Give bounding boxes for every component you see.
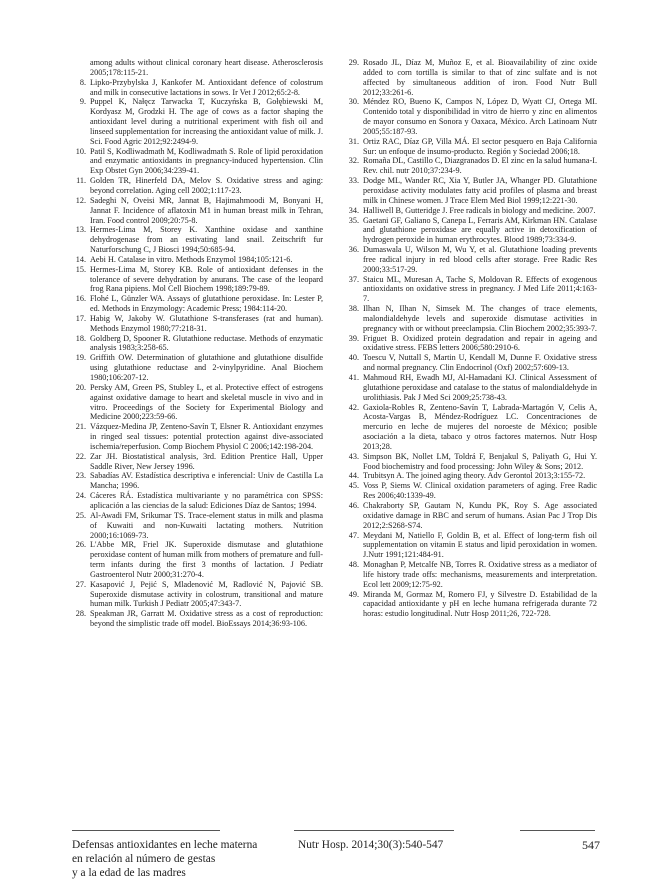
reference-number: 35.: [348, 215, 359, 225]
reference-number: 39.: [348, 333, 359, 343]
reference-number: 17.: [75, 313, 86, 323]
reference-entry: [72, 383, 323, 422]
reference-number: 29.: [348, 58, 359, 67]
reference-entry: [72, 294, 323, 314]
reference-entry: [345, 334, 597, 354]
reference-text: Patil S, Kodliwadmath M, Kodliwadmath S. Role of lipid peroxidation and enzymatic antioxidants in pregnancy-induced hypertension. Clin Exp Obstet Gyn 2006;34:239-41.: [90, 146, 323, 176]
reference-text: Voss P, Siems W. Clinical oxidation parameters of aging. Free Radic Res 2006;40:1339-49.: [363, 481, 597, 501]
reference-text: Staicu ML, Muresan A, Tache S, Moldovan R. Effects of exogenous antioxidants on oxidative stress in pregnancy. J Med Life 2011;4:163-7.: [363, 274, 597, 304]
reference-number: 41.: [348, 373, 359, 382]
reference-entry: [345, 206, 597, 216]
reference-text: Monaghan P, Metcalfe NB, Torres R. Oxidative stress as a mediator of life history trade offs: mechanisms, measurements and interpretation. Ecol lett 2009;12:75-92.: [363, 560, 597, 589]
reference-number: 10.: [75, 146, 86, 156]
reference-number: 49.: [348, 589, 359, 599]
reference-entry: [345, 304, 597, 334]
reference-entry: [72, 78, 323, 98]
reference-number: 48.: [348, 560, 359, 570]
reference-number: 22.: [75, 451, 86, 461]
reference-entry: [345, 275, 597, 305]
reference-number: 36.: [348, 245, 359, 255]
reference-number: 9.: [79, 97, 86, 107]
footer-title-line-1: Defensas antioxidantes en leche materna: [72, 839, 258, 851]
reference-text: Ilhan N, Ilhan N, Simsek M. The changes of trace elements, malondialdehyde levels and superoxide dismutase activities in pregnancy with or without preeclampsia. Clin Biochem 2002;35:393-7.: [363, 304, 597, 333]
reference-entry: [345, 403, 597, 452]
reference-entry: [345, 216, 597, 246]
reference-text: Meydani M, Natiello F, Goldin B, et al. Effect of long-term fish oil supplementation on vitamin E status and lipid peroxidation in women. J.Nutr 1991;121:484-91.: [363, 530, 597, 560]
reference-entry: [345, 156, 597, 176]
reference-number: 42.: [348, 402, 359, 412]
footer-rule-right: [520, 830, 595, 831]
reference-number: 24.: [75, 491, 86, 501]
reference-text: Friguet B. Oxidized protein degradation and repair in ageing and oxidative stress. FEBS letters 2006;580:2910-6.: [363, 333, 597, 353]
reference-text: Goldberg D, Spooner R. Glutathione reductase. Methods of enzymatic analysis 1983;3:258-65.: [90, 333, 323, 353]
reference-entry: [72, 334, 323, 354]
reference-number: 12.: [75, 195, 86, 205]
reference-entry: [72, 255, 323, 265]
reference-number: 18.: [75, 333, 86, 343]
reference-number: 8.: [79, 77, 86, 87]
reference-entry: [72, 147, 323, 177]
reference-entry: [72, 491, 323, 511]
reference-number: 38.: [348, 304, 359, 314]
reference-number: 28.: [75, 609, 86, 619]
reference-entry: [72, 176, 323, 196]
reference-entry: [72, 580, 323, 610]
reference-text: Kasapović J, Pejić S, Mladenović M, Radlović N, Pajović SB. Superoxide dismutase activity in colostrum, transitional and mature human milk. Turkish J Pediatr 2005;47:343-7.: [90, 579, 323, 609]
reference-number: 21.: [75, 422, 86, 432]
reference-entry: [345, 245, 597, 275]
reference-entry: [72, 225, 323, 255]
reference-number: 43.: [348, 451, 359, 461]
reference-text: Habig W, Jakoby W. Glutathione S-transferases (rat and human). Methods Enzymol 1980;77:218-31.: [90, 313, 323, 333]
reference-entry: [72, 314, 323, 334]
reference-number: 30.: [348, 97, 359, 107]
reference-text: Gaxiola-Robles R, Zenteno-Savín T, Labrada-Martagón V, Celis A, Acosta-Vargas B, Méndez-Rodríguez LC. Concentraciones de mercurio en leche de mujeres del noroeste de México; posible asociación a la dieta, tabaco y otros factores maternos. Nutr Hosp 2013;28.: [363, 402, 597, 451]
footer-page-number: 547: [582, 838, 600, 852]
reference-number: 14.: [75, 254, 86, 264]
reference-number: 37.: [348, 274, 359, 284]
reference-entry: [72, 265, 323, 295]
reference-text: Gaetani GF, Galiano S, Canepa L, Ferraris AM, Kirkman HN. Catalase and glutathione peroxidase are equally active in detoxification of hydrogen peroxide in human erythrocytes. Blood 1989;73:334-9.: [363, 215, 597, 245]
reference-text: Dumaswala U, Wilson M, Wu Y, et al. Glutathione loading prevents free radical injury in red blood cells after storage. Free Radic Res 2000;33:517-29.: [363, 245, 597, 274]
reference-number: 34.: [348, 205, 359, 215]
footer-running-title: [72, 838, 282, 880]
reference-entry: [345, 590, 597, 620]
reference-number: 25.: [75, 510, 86, 520]
reference-text: Hermes-Lima M, Storey K. Xanthine oxidase and xanthine dehydrogenase from an estivating land snail. Zeitschrift fur Naturforschung C, J Biosci 1994;50:685-94.: [90, 225, 323, 255]
reference-entry: [345, 137, 597, 157]
reference-entry: [345, 97, 597, 136]
reference-number: 13.: [75, 225, 86, 235]
reference-text: Trubitsyn A. The joined aging theory. Adv Gerontol 2013;3:155-72.: [363, 471, 586, 481]
reference-number: 19.: [75, 353, 86, 363]
reference-number: 33.: [348, 176, 359, 186]
reference-entry: [72, 471, 323, 491]
reference-entry: [72, 609, 323, 629]
footer-rule-left: [72, 830, 220, 831]
reference-number: 46.: [348, 500, 359, 510]
reference-text: Hermes-Lima M, Storey KB. Role of antioxidant defenses in the tolerance of severe dehydration by anurans. The case of the leopard frog Rana pipiens. Mol Cell Biochem 1998;189:79-89.: [90, 264, 323, 294]
reference-text: Al-Awadi FM, Srikumar TS. Trace-element status in milk and plasma of Kuwaiti and non-Kuwaiti lactating mothers. Nutrition 2000;16:1069-73.: [90, 510, 323, 540]
reference-text: Vázquez-Medina JP, Zenteno-Savín T, Elsner R. Antioxidant enzymes in ringed seal tissues: potential protection against dive-associated ischemia/reperfusion. Comp Biochem Physiol C 2006;142:198-204.: [90, 422, 323, 451]
reference-text: among adults without clinical coronary heart disease. Atherosclerosis 2005;178:115-21.: [90, 58, 323, 77]
reference-entry: [345, 176, 597, 206]
references-left-column: [72, 58, 323, 629]
reference-entry: [345, 501, 597, 531]
reference-text: Mahmoud RH, Ewadh MJ, Al-Hamadani KJ. Clinical Assessment of glutathione peroxidase and catalase to the status of malondialdehyde in urolithiasis. Pak J Med Sci 2009;25:738-43.: [363, 373, 597, 402]
reference-text: Persky AM, Green PS, Stubley L, et al. Protective effect of estrogens against oxidative damage to heart and skeletal muscle in vivo and in vitro. Proceedings of the Society for Experimental Biology and Medicine 2000;223:59-66.: [90, 382, 323, 422]
reference-number: 16.: [75, 294, 86, 304]
footer-title-line-2: en relación al número de gestas: [72, 853, 216, 865]
reference-entry: [345, 58, 597, 97]
footer-rule-center: [294, 830, 454, 831]
reference-entry: [72, 422, 323, 452]
reference-entry: [345, 531, 597, 561]
reference-text: Rosado JL, Díaz M, Muñoz E, et al. Bioavailability of zinc oxide added to corn tortilla is similar to that of zinc sulfate and is not affected by simultaneous addition of iron. Food Nutr Bull 2012;33:261-6.: [363, 58, 597, 97]
reference-entry: [72, 511, 323, 541]
reference-number: 44.: [348, 471, 359, 481]
reference-text: Toescu V, Nuttall S, Martin U, Kendall M, Dunne F. Oxidative stress and normal pregnancy. Clin Endocrinol (Oxf) 2002;57:609-13.: [363, 353, 597, 373]
reference-entry: [345, 353, 597, 373]
reference-entry: [72, 196, 323, 226]
reference-text: Cáceres RÁ. Estadística multivariante y no paramétrica con SPSS: aplicación a las ciencias de la salud: Ediciones Díaz de Santos; 1994.: [90, 491, 323, 510]
reference-number: 26.: [75, 540, 86, 550]
reference-entry: [72, 97, 323, 146]
reference-text: Miranda M, Gormaz M, Romero FJ, y Silvestre D. Estabilidad de la capacidad antioxidante y pH en leche humana refrigerada durante 72 horas: estudio longitudinal. Nutr Hosp 2011;26, 722-728.: [363, 589, 597, 619]
reference-number: 20.: [75, 382, 86, 392]
reference-number: 31.: [348, 136, 359, 146]
reference-entry: [72, 58, 323, 78]
footer-title-line-3: y a la edad de las madres: [72, 867, 186, 879]
reference-number: 47.: [348, 530, 359, 540]
reference-number: 15.: [75, 264, 86, 274]
reference-text: Ortiz RAC, Díaz GP, Villa MÁ. El sector pesquero en Baja California Sur: un enfoque de insumo-producto. Región y Sociedad 2006;18.: [363, 136, 597, 156]
reference-number: 40.: [348, 353, 359, 363]
reference-entry: [345, 560, 597, 590]
reference-number: 45.: [348, 481, 359, 491]
reference-text: L'Abbe MR, Friel JK. Superoxide dismutase and glutathione peroxidase content of human milk from mothers of premature and full-term infants during the first 3 months of lactation. J Pediatr Gastroenterol Nutr 2000;31:270-4.: [90, 540, 323, 579]
reference-entry: [345, 481, 597, 501]
footer-journal-citation: Nutr Hosp. 2014;30(3):540-547: [298, 839, 444, 851]
reference-entry: [345, 471, 597, 481]
reference-text: Chakraborty SP, Gautam N, Kundu PK, Roy S. Age associated oxidative damage in RBC and serum of humans. Asian Pac J Trop Dis 2012;2:S268-S74.: [363, 500, 597, 530]
reference-text: Zar JH. Biostatistical analysis, 3rd. Edition Prentice Hall, Upper Saddle River, New Jersey 1996.: [90, 451, 323, 471]
reference-entry: [345, 373, 597, 403]
reference-text: Simpson BK, Nollet LM, Toldrá F, Benjakul S, Paliyath G, Hui Y. Food biochemistry and food processing: John Wiley & Sons; 2012.: [363, 451, 597, 471]
reference-number: 11.: [76, 176, 86, 186]
reference-text: Sabadías AV. Estadística descriptiva e inferencial: Univ de Castilla La Mancha; 1996.: [90, 471, 323, 491]
reference-text: Sadeghi N, Oveisi MR, Jannat B, Hajimahmoodi M, Bonyani H, Jannat F. Incidence of aflatoxin M1 in human breast milk in Tehran, Iran. Food control 2009;20:75-8.: [90, 195, 323, 225]
reference-text: Dodge ML, Wander RC, Xia Y, Butler JA, Whanger PD. Glutathione peroxidase activity modulates fatty acid profiles of plasma and breast milk in Chinese women. J Trace Elem Med Biol 1999;12:221-30.: [363, 176, 597, 205]
reference-text: Speakman JR, Garratt M. Oxidative stress as a cost of reproduction: beyond the simplistic trade off model. BioEssays 2014;36:93-106.: [90, 609, 323, 629]
reference-text: Aebi H. Catalase in vitro. Methods Enzymol 1984;105:121-6.: [90, 254, 293, 264]
reference-entry: [72, 452, 323, 472]
reference-text: Romaña DL, Castillo C, Diazgranados D. El zinc en la salud humana-I. Rev. chil. nutr 2010;37:234-9.: [363, 156, 597, 176]
reference-text: Griffith OW. Determination of glutathione and glutathione disulfide using glutathione reductase and 2-vinylpyridine. Anal Biochem 1980;106:207-12.: [90, 353, 323, 382]
references-right-column: [345, 58, 597, 619]
reference-text: Méndez RO, Bueno K, Campos N, López D, Wyatt CJ, Ortega MI. Contenido total y disponibilidad in vitro de hierro y zinc en alimentos de mayor consumo en Sonora y Oaxaca, México. Arch Latinoam Nutr 2005;55:187-93.: [363, 97, 597, 136]
reference-text: Golden TR, Hinerfeld DA, Melov S. Oxidative stress and aging: beyond correlation. Aging cell 2002;1:117-23.: [90, 176, 323, 195]
reference-number: 27.: [75, 579, 86, 589]
reference-text: Flohé L, Günzler WA. Assays of glutathione peroxidase. In: Lester P, ed. Methods in Enzymology: Academic Press; 1984:114-20.: [90, 294, 323, 314]
reference-number: 23.: [75, 471, 86, 481]
reference-text: Halliwell B, Gutteridge J. Free radicals in biology and medicine. 2007.: [363, 205, 596, 215]
reference-entry: [345, 452, 597, 472]
reference-text: Puppel K, Nałęcz Tarwacka T, Kuczyńska B, Gołębiewski M, Kordyasz M, Grodzki H. The age of cows as a factor shaping the antioxidant level during a nutritional experiment with fish oil and linseed supplementation for increasing the antioxidant value of milk. J. Sci. Food Agric 2012;92:2494-9.: [90, 97, 323, 146]
reference-entry: [72, 353, 323, 383]
reference-number: 32.: [348, 156, 359, 166]
reference-entry: [72, 540, 323, 579]
reference-text: Lipko-Przybylska J, Kankofer M. Antioxidant defence of colostrum and milk in consecutive lactations in sows. Ir Vet J 2012;65:2-8.: [90, 77, 323, 97]
